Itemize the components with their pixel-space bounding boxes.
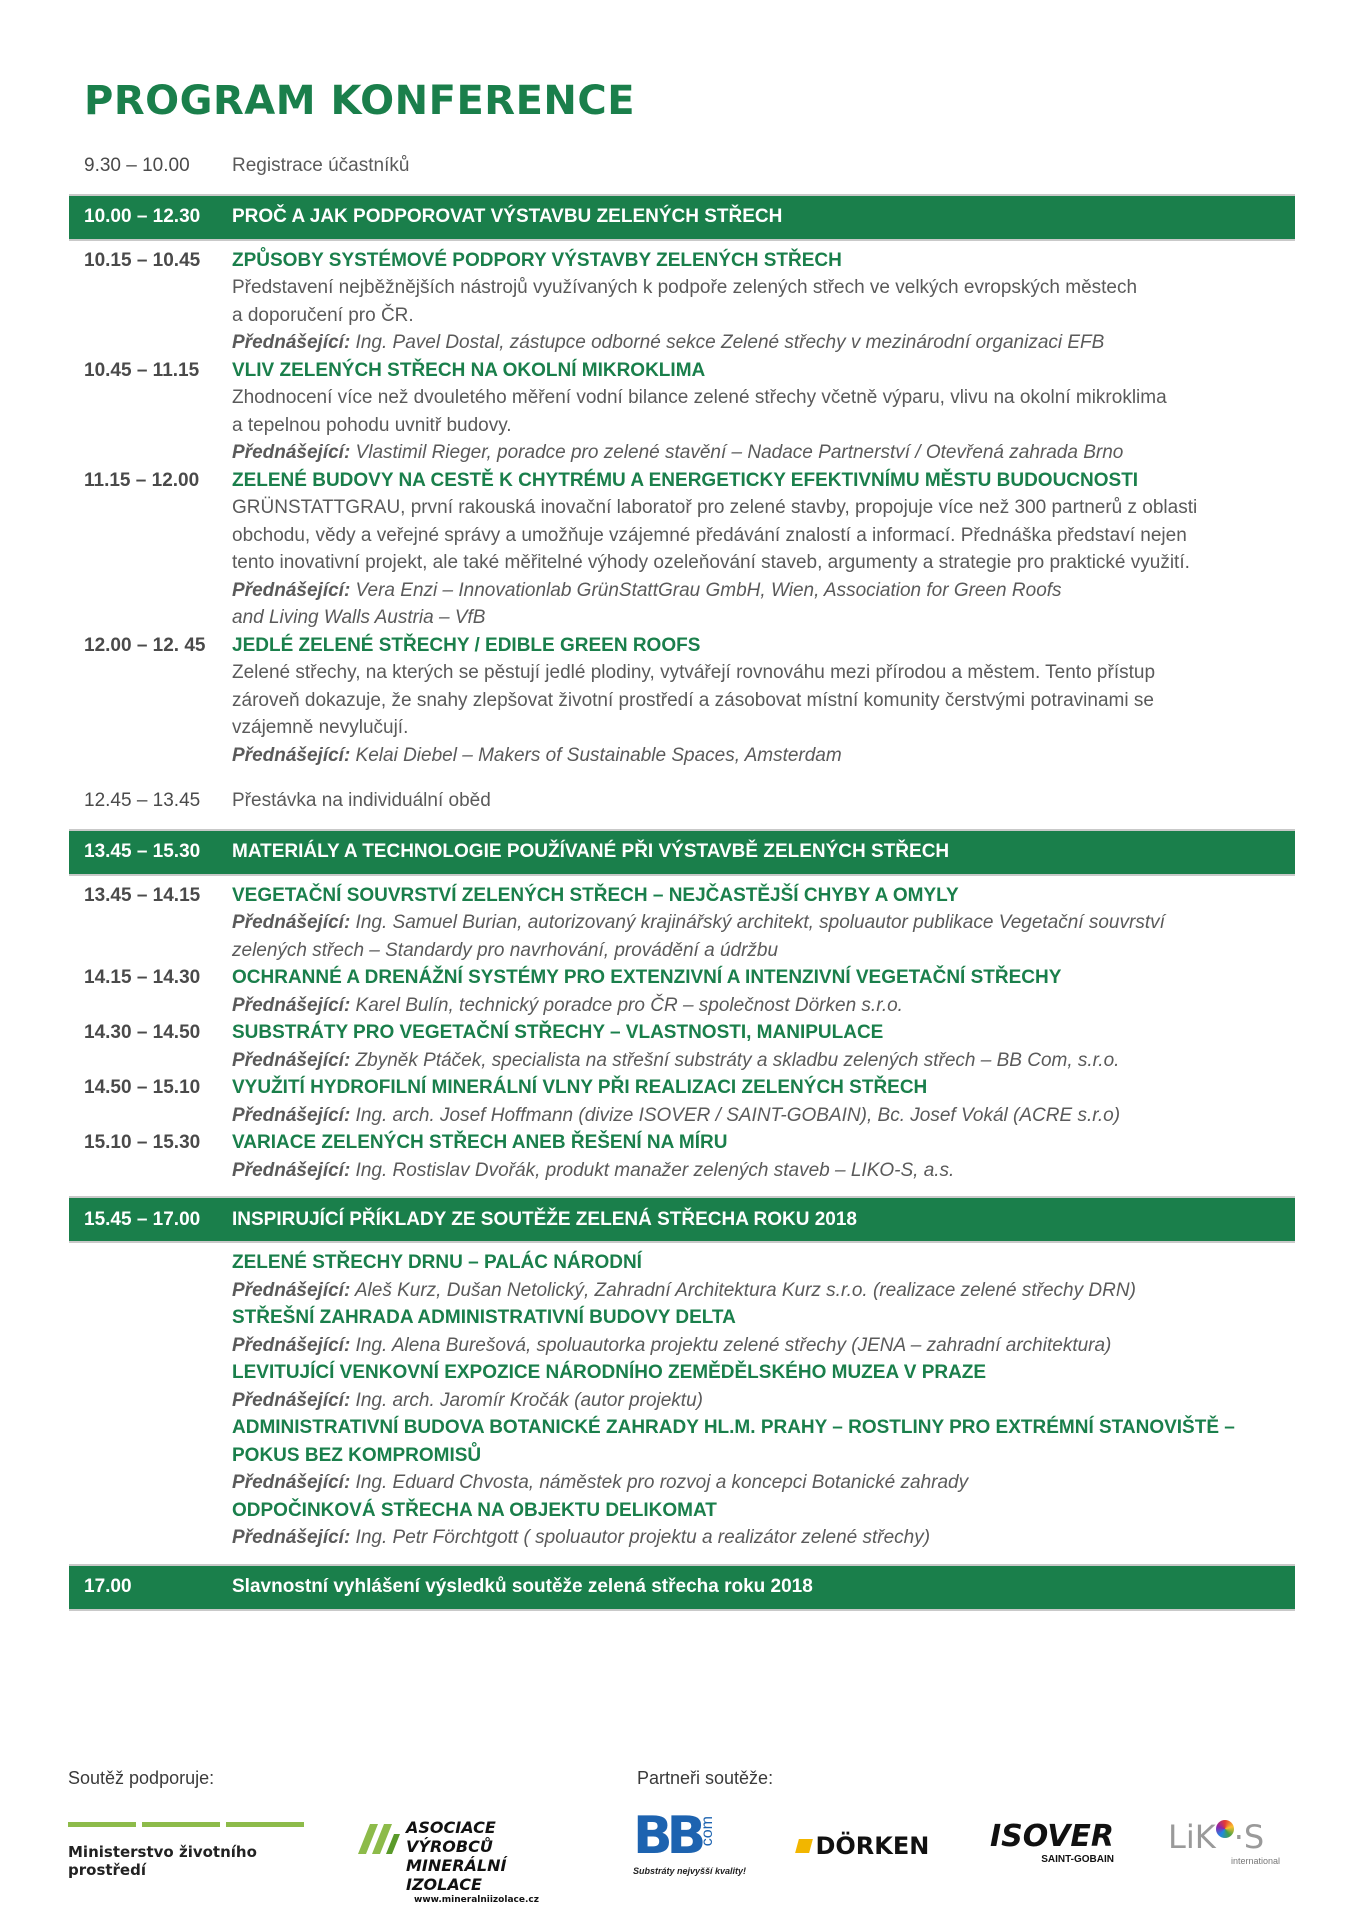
talk-content — [232, 1359, 1295, 1414]
section-time: 13.45 – 15.30 — [84, 841, 201, 862]
lunch-row — [69, 787, 1295, 815]
talk-speaker — [232, 1524, 1295, 1552]
section — [69, 1198, 1295, 1552]
talk-content — [232, 1074, 1295, 1129]
talk-speaker — [232, 1387, 1295, 1415]
speaker-name: Ing. Eduard Chvosta, náměstek pro rozvoj a koncepci Botanické zahrady — [350, 1472, 969, 1493]
speaker-label: Přednášející: — [232, 1104, 351, 1126]
talk-description: tento inovativní projekt, ale také měřitelné výhody ozeleňování staveb, argumenty a strategie pro praktické využití. — [232, 552, 1190, 573]
talk-time — [69, 1359, 232, 1414]
talk-description: zároveň dokazuje, že snahy zlepšovat životní prostředí a zásobovat místní komunity čerstvými potravinami se — [232, 689, 1154, 711]
speaker-label: Přednášející: — [232, 579, 351, 601]
talk-content — [232, 632, 1295, 770]
section-title: MATERIÁLY A TECHNOLOGIE POUŽÍVANÉ PŘI VÝSTAVBĚ ZELENÝCH STŘECH — [232, 841, 950, 862]
talk-speaker — [232, 937, 1295, 965]
talk-description: Představení nejběžnějších nástrojů využívaných k podpoře zelených střech ve velkých evropských městech — [232, 277, 1138, 298]
talk-speaker — [232, 1332, 1295, 1360]
dorken-mark-icon — [795, 1839, 813, 1853]
talk-content — [232, 882, 1295, 965]
speaker-label: Přednášející: — [232, 1334, 351, 1356]
talk-title: STŘEŠNÍ ZAHRADA ADMINISTRATIVNÍ BUDOVY DELTA — [232, 1307, 736, 1328]
talk-row — [69, 882, 1295, 965]
talk-title: ZELENÉ BUDOVY NA CESTĚ K CHYTRÉMU A ENERGETICKY EFEKTIVNÍMU MĚSTU BUDOUCNOSTI — [232, 469, 1139, 491]
talk-title: JEDLÉ ZELENÉ STŘECHY / EDIBLE GREEN ROOFS — [232, 634, 701, 656]
speaker-name: Ing. Petr Förchtgott ( spoluautor projektu a realizátor zelené střechy) — [350, 1527, 931, 1548]
speaker-name: Kelai Diebel – Makers of Sustainable Spaces, Amsterdam — [350, 744, 842, 766]
talk-speaker — [232, 1047, 1295, 1075]
partners-label: Partneři soutěže: — [637, 1768, 774, 1788]
talk-time: 13.45 – 14.15 — [84, 884, 201, 906]
talk-time — [69, 1304, 232, 1359]
section — [69, 196, 1295, 770]
closing-time: 17.00 — [84, 1576, 132, 1597]
talk-row — [69, 1497, 1295, 1552]
speaker-name: Ing. Pavel Dostal, zástupce odborné sekce Zelené střechy v mezinárodní organizaci EFB — [350, 332, 1105, 353]
liko-text-b: ·S — [1233, 1818, 1265, 1856]
speaker-label: Přednášející: — [232, 442, 351, 463]
talk-content — [232, 1497, 1295, 1552]
closing-label: Slavnostní vyhlášení výsledků soutěže zelená střecha roku 2018 — [232, 1576, 813, 1597]
speaker-label: Přednášející: — [232, 1527, 351, 1548]
talk-content — [232, 964, 1295, 1019]
talk-speaker — [232, 329, 1295, 357]
talk-time: 15.10 – 15.30 — [84, 1132, 201, 1153]
talk-description: a tepelnou pohodu uvnitř budovy. — [232, 414, 512, 436]
talk-title: VYUŽITÍ HYDROFILNÍ MINERÁLNÍ VLNY PŘI REALIZACI ZELENÝCH STŘECH — [232, 1077, 928, 1098]
talk-row — [69, 632, 1295, 770]
isover-text: ISOVER — [990, 1819, 1115, 1854]
speaker-label: Přednášející: — [232, 994, 351, 1016]
section — [69, 831, 1295, 1185]
talk-description: GRÜNSTATTGRAU, první rakouská inovační laboratoř pro zelené stavby, propojuje více než 300 partnerů z oblasti — [232, 497, 1198, 518]
talk-time: 14.15 – 14.30 — [84, 967, 201, 988]
talk-speaker — [232, 604, 1295, 632]
talk-speaker — [232, 1157, 1295, 1185]
talk-content — [232, 1414, 1295, 1497]
talk-time — [69, 1249, 232, 1304]
bbcom-com: com — [699, 1816, 716, 1847]
speaker-name: zelených střech – Standardy pro navrhování, provádění a údržbu — [232, 939, 779, 961]
dorken-text: DÖRKEN — [815, 1832, 930, 1860]
talk-time: 12.00 – 12. 45 — [84, 634, 206, 656]
talk-title: LEVITUJÍCÍ VENKOVNÍ EXPOZICE NÁRODNÍHO ZEMĚDĚLSKÉHO MUZEA V PRAZE — [232, 1362, 987, 1383]
talk-row — [69, 1249, 1295, 1304]
speaker-label: Přednášející: — [232, 744, 351, 766]
talk-time: 10.15 – 10.45 — [84, 249, 201, 271]
talk-speaker — [232, 909, 1295, 937]
talk-row — [69, 1129, 1295, 1184]
speaker-name: Ing. Alena Burešová, spoluautorka projektu zelené střechy (JENA – zahradní architektura) — [350, 1334, 1112, 1356]
speaker-label: Přednášející: — [232, 1279, 351, 1301]
talk-description: obchodu, vědy a veřejné správy a umožňuje vzájemné předávání znalostí a informací. Přednáška představí nejen — [232, 524, 1187, 546]
talk-speaker — [232, 742, 1295, 770]
talk-title: VLIV ZELENÝCH STŘECH NA OKOLNÍ MIKROKLIMA — [232, 359, 706, 381]
talk-description: Zhodnocení více než dvouletého měření vodní bilance zelené střechy včetně výparu, vlivu na okolní mikroklima — [232, 387, 1167, 408]
talk-time: 14.50 – 15.10 — [84, 1077, 201, 1098]
talk-row — [69, 1414, 1295, 1497]
page-title: PROGRAM KONFERENCE — [84, 78, 636, 124]
talk-content — [232, 1019, 1295, 1074]
talk-speaker — [232, 1277, 1295, 1305]
talk-row — [69, 1074, 1295, 1129]
talk-time — [69, 1414, 232, 1497]
amvmi-url: www.mineralniizolace.cz — [414, 1895, 539, 1905]
talk-title: ADMINISTRATIVNÍ BUDOVA BOTANICKÉ ZAHRADY HL.M. PRAHY – ROSTLINY PRO EXTRÉMNÍ STANOVIŠTĚ – POKUS BEZ KOMPROMISŮ — [232, 1417, 1235, 1466]
lunch-time: 12.45 – 13.45 — [84, 790, 201, 811]
talk-speaker — [232, 577, 1295, 605]
speaker-name: Ing. arch. Josef Hoffmann (divize ISOVER / SAINT-GOBAIN), Bc. Josef Vokál (ACRE s.r.o) — [350, 1104, 1121, 1126]
section-band — [69, 831, 1295, 874]
speaker-name: Zbyněk Ptáček, specialista na střešní substráty a skladbu zelených střech – BB Com, s.r.o. — [350, 1049, 1120, 1071]
talk-content — [232, 357, 1295, 467]
talk-row — [69, 357, 1295, 467]
talk-content — [232, 467, 1295, 632]
isover-sub: SAINT-GOBAIN — [1041, 1854, 1114, 1865]
talk-title: VEGETAČNÍ SOUVRSTVÍ ZELENÝCH STŘECH – NEJČASTĚJŠÍ CHYBY A OMYLY — [232, 884, 959, 906]
talk-time: 14.30 – 14.50 — [84, 1022, 201, 1043]
section-title: PROČ A JAK PODPOROVAT VÝSTAVBU ZELENÝCH STŘECH — [232, 206, 783, 227]
liko-sub: international — [1230, 1856, 1280, 1866]
lunch-label: Přestávka na individuální oběd — [232, 790, 491, 811]
talk-title: SUBSTRÁTY PRO VEGETAČNÍ STŘECHY – VLASTNOSTI, MANIPULACE — [232, 1022, 884, 1043]
talk-content — [232, 247, 1295, 357]
talk-content — [232, 1304, 1295, 1359]
speaker-label: Přednášející: — [232, 912, 351, 933]
talk-row — [69, 1359, 1295, 1414]
speaker-label: Přednášející: — [232, 1472, 351, 1493]
speaker-name: Vera Enzi – Innovationlab GrünStattGrau GmbH, Wien, Association for Green Roofs — [350, 579, 1062, 601]
talk-row — [69, 247, 1295, 357]
amvmi-mark-icon — [354, 1820, 402, 1858]
talk-speaker — [232, 1102, 1295, 1130]
speaker-label: Přednášející: — [232, 1049, 351, 1071]
section-title: INSPIRUJÍCÍ PŘÍKLADY ZE SOUTĚŽE ZELENÁ STŘECHA ROKU 2018 — [232, 1208, 857, 1230]
closing-band — [69, 1566, 1295, 1609]
talk-row — [69, 467, 1295, 632]
speaker-name: Ing. arch. Jaromír Kročák (autor projektu) — [350, 1389, 703, 1411]
section-band — [69, 1198, 1295, 1241]
bbcom-letters: BB — [633, 1806, 701, 1866]
bbcom-logo — [633, 1806, 763, 1882]
speaker-name: Ing. Samuel Burian, autorizovaný krajinářský architekt, spoluautor publikace Vegetační souvrství — [350, 912, 1165, 933]
talk-title: VARIACE ZELENÝCH STŘECH ANEB ŘEŠENÍ NA MÍRU — [232, 1132, 728, 1153]
amvmi-logo — [354, 1818, 574, 1905]
speaker-label: Přednášející: — [232, 1389, 351, 1411]
talk-title: ZPŮSOBY SYSTÉMOVÉ PODPORY VÝSTAVBY ZELENÝCH STŘECH — [232, 249, 842, 271]
talk-content — [232, 1249, 1295, 1304]
registration-row — [69, 152, 1295, 180]
speaker-name: Ing. Rostislav Dvořák, produkt manažer zelených staveb – LIKO-S, a.s. — [350, 1159, 955, 1181]
amvmi-line2: MINERÁLNÍ IZOLACE — [406, 1856, 507, 1894]
talk-title: ODPOČINKOVÁ STŘECHA NA OBJEKTU DELIKOMAT — [232, 1499, 717, 1521]
talk-content — [232, 1129, 1295, 1184]
dorken-logo — [797, 1832, 947, 1862]
speaker-name: Karel Bulín, technický poradce pro ČR – společnost Dörken s.r.o. — [350, 994, 903, 1016]
registration-time: 9.30 – 10.00 — [84, 155, 190, 176]
mzp-logo — [68, 1822, 308, 1879]
talk-description: Zelené střechy, na kterých se pěstují jedlé plodiny, vytvářejí rovnováhu mezi přírodou a městem. Tento přístup — [232, 662, 1156, 683]
liko-logo — [1168, 1818, 1308, 1868]
registration-label: Registrace účastníků — [232, 155, 410, 176]
speaker-label: Přednášející: — [232, 332, 351, 353]
speaker-name: Vlastimil Rieger, poradce pro zelené stavění – Nadace Partnerství / Otevřená zahrada Brno — [350, 442, 1124, 463]
liko-text-a: LiK — [1168, 1818, 1216, 1856]
mzp-text: Ministerstvo životního prostředí — [68, 1843, 257, 1879]
talk-time: 10.45 – 11.15 — [84, 359, 200, 381]
speaker-label: Přednášející: — [232, 1159, 351, 1181]
talk-speaker — [232, 439, 1295, 467]
isover-logo — [990, 1820, 1130, 1870]
bbcom-tagline: Substráty nejvyšší kvality! — [633, 1866, 747, 1876]
talk-time — [69, 1497, 232, 1552]
talk-row — [69, 1304, 1295, 1359]
section-time: 15.45 – 17.00 — [84, 1208, 201, 1230]
talk-description: a doporučení pro ČR. — [232, 304, 414, 326]
talk-title: ZELENÉ STŘECHY DRNU – PALÁC NÁRODNÍ — [232, 1252, 642, 1273]
talk-row — [69, 1019, 1295, 1074]
liko-ball-icon — [1216, 1820, 1234, 1838]
talk-speaker — [232, 992, 1295, 1020]
talk-row — [69, 964, 1295, 1019]
speaker-name: and Living Walls Austria – VfB — [232, 607, 486, 628]
section-band — [69, 196, 1295, 239]
section-time: 10.00 – 12.30 — [84, 206, 201, 227]
talk-title: OCHRANNÉ A DRENÁŽNÍ SYSTÉMY PRO EXTENZIVNÍ A INTENZIVNÍ VEGETAČNÍ STŘECHY — [232, 967, 1062, 988]
speaker-name: Aleš Kurz, Dušan Netolický, Zahradní Architektura Kurz s.r.o. (realizace zelené střechy DRN) — [350, 1279, 1136, 1301]
talk-description: vzájemně nevylučují. — [232, 717, 409, 738]
talk-time: 11.15 – 12.00 — [84, 469, 200, 491]
amvmi-line1: ASOCIACE VÝROBCŮ — [406, 1818, 496, 1856]
program — [69, 152, 1295, 1617]
support-label: Soutěž podporuje: — [68, 1768, 215, 1788]
talk-speaker — [232, 1469, 1295, 1497]
